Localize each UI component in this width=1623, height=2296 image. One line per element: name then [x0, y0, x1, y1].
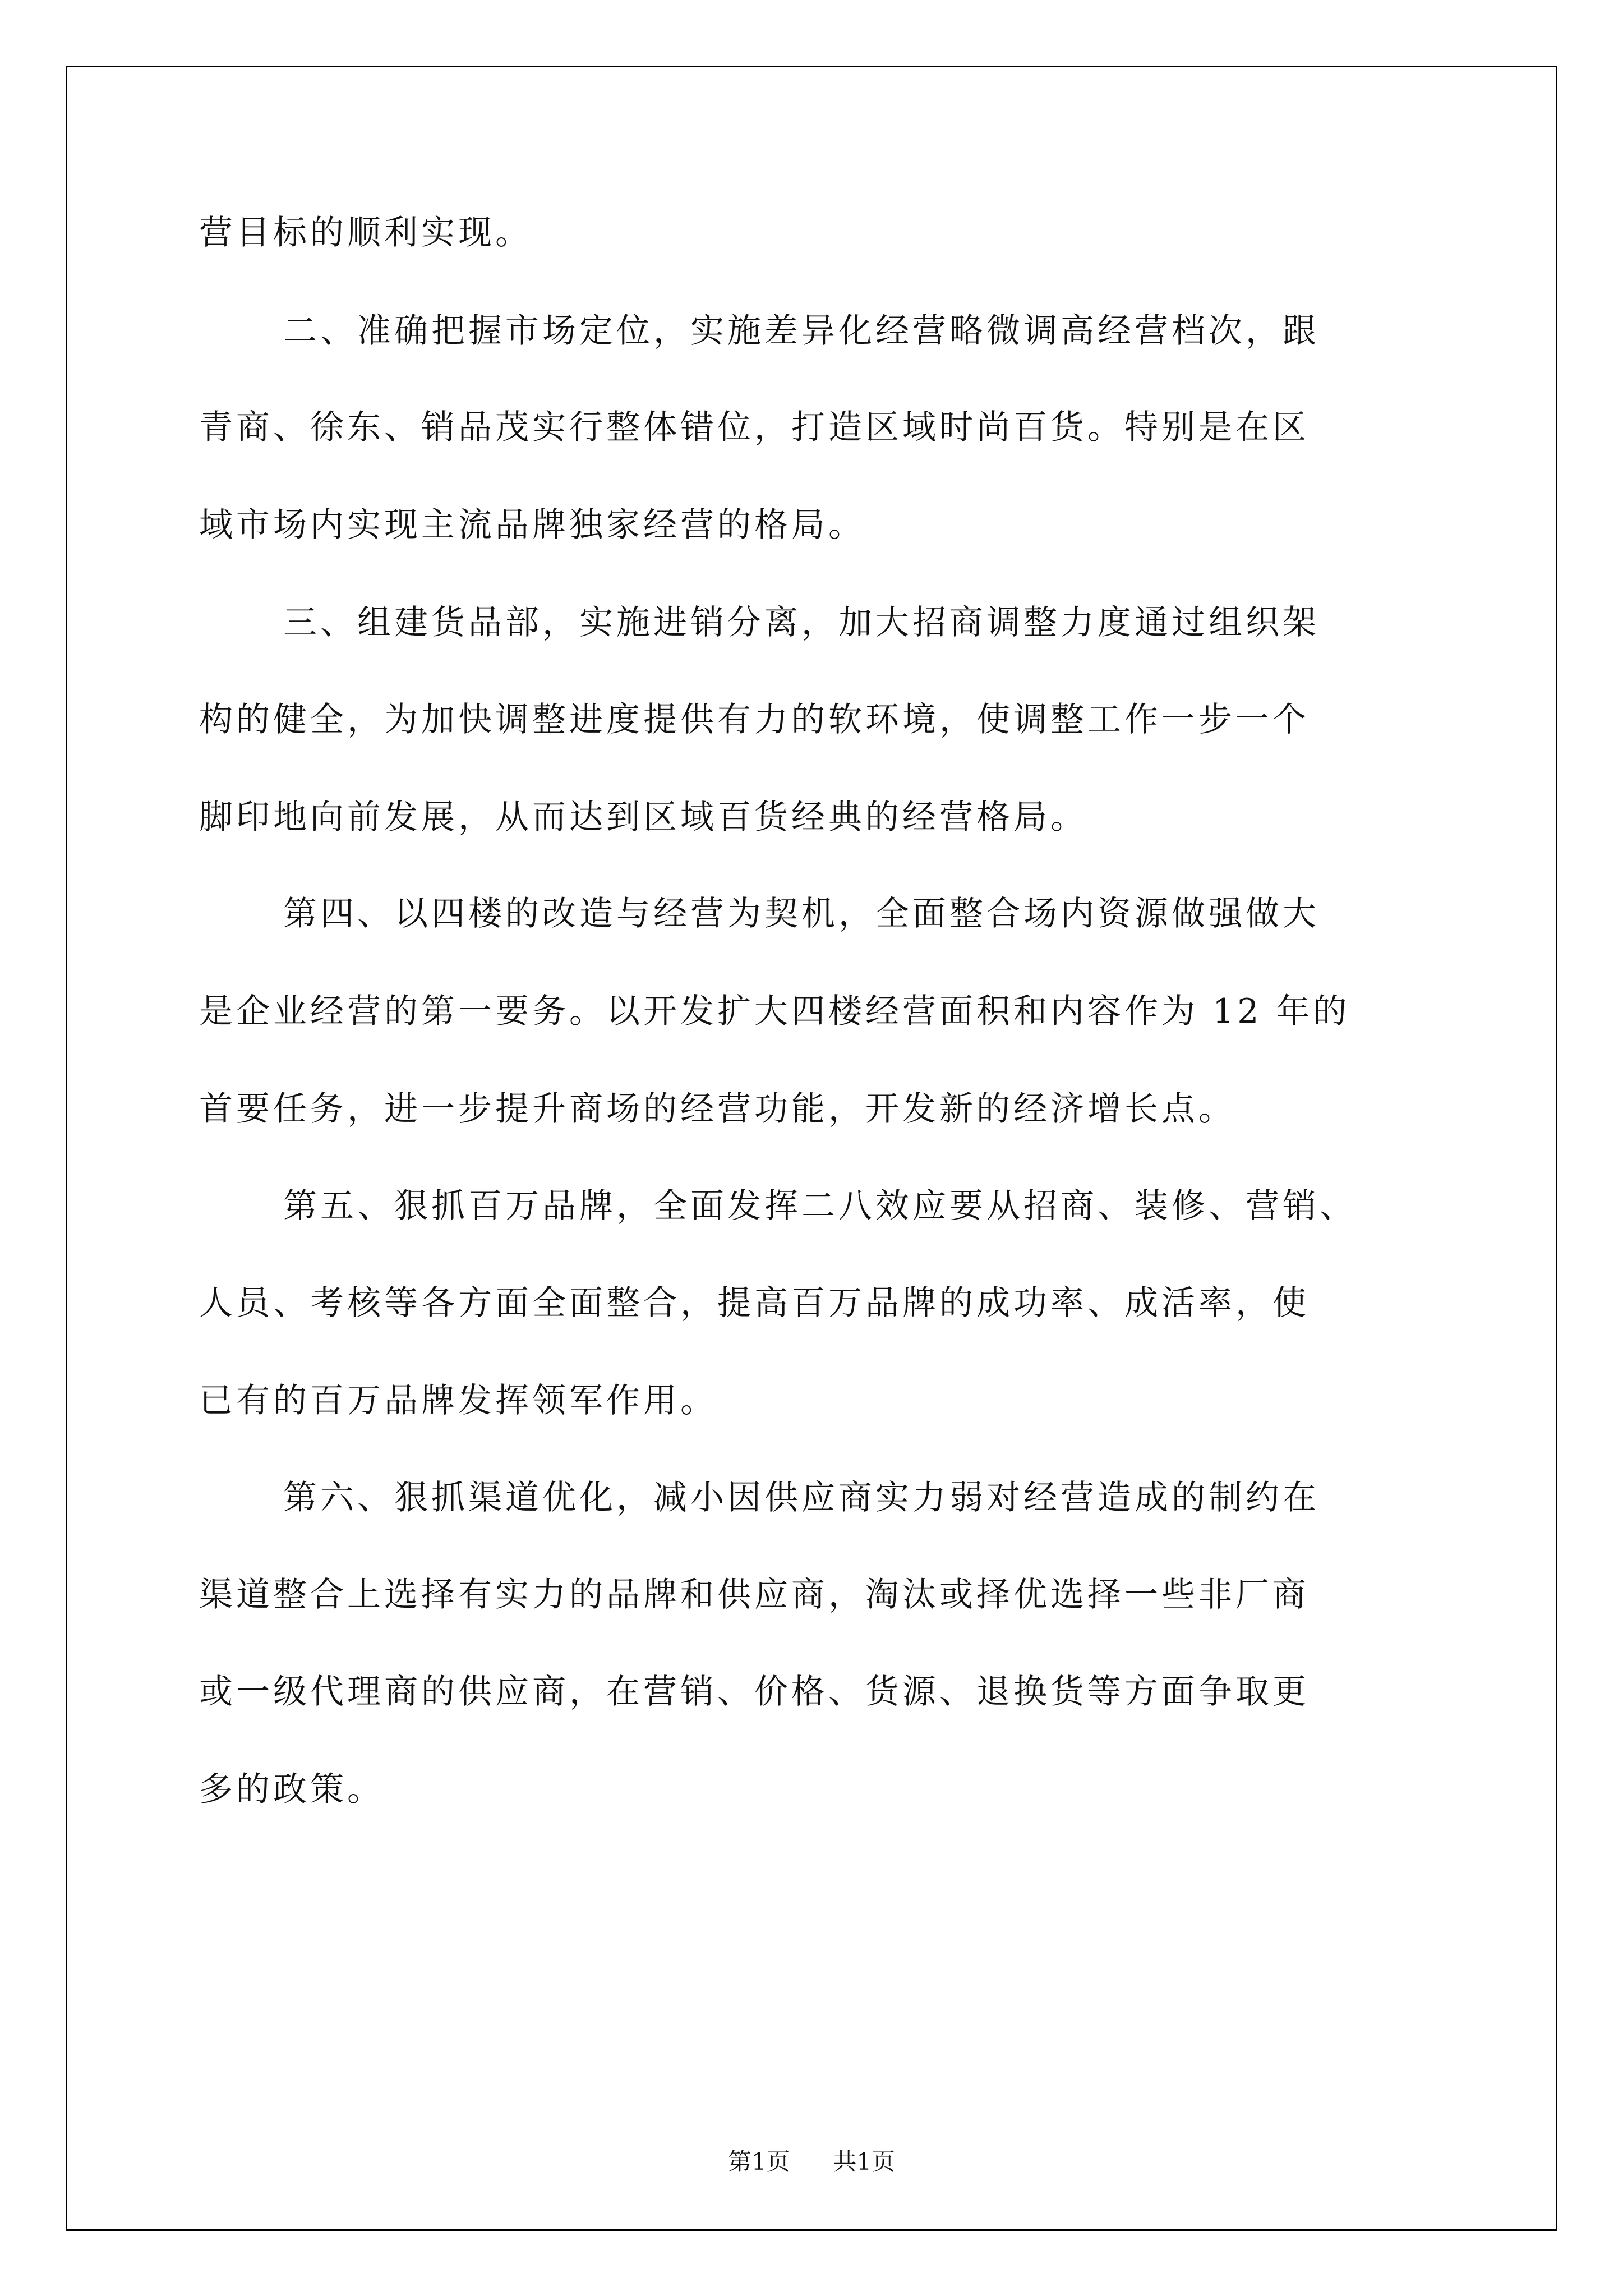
paragraph-4-line-3: 首要任务，进一步提升商场的经营功能，开发新的经济增长点。 — [199, 1089, 1235, 1129]
paragraph-6-line-4: 多的政策。 — [199, 1770, 384, 1809]
page-number: 第1页 — [727, 2148, 790, 2175]
page-border — [66, 66, 1557, 2231]
page-footer — [0, 2150, 1623, 2174]
paragraph-3-line-2: 构的健全，为加快调整进度提供有力的软环境，使调整工作一步一个 — [199, 700, 1310, 739]
paragraph-6-line-2: 渠道整合上选择有实力的品牌和供应商，淘汰或择优选择一些非厂商 — [199, 1575, 1310, 1614]
paragraph-3-line-1: 三、组建货品部，实施进销分离，加大招商调整力度通过组织架 — [283, 603, 1320, 642]
paragraph-1-line-1: 营目标的顺利实现。 — [199, 213, 532, 252]
paragraph-4-line-1: 第四、以四楼的改造与经营为契机，全面整合场内资源做强做大 — [283, 894, 1320, 933]
page-total: 共1页 — [833, 2148, 896, 2175]
paragraph-6-line-1: 第六、狠抓渠道优化，减小因供应商实力弱对经营造成的制约在 — [283, 1478, 1320, 1517]
paragraph-5-line-2: 人员、考核等各方面全面整合，提高百万品牌的成功率、成活率，使 — [199, 1283, 1310, 1323]
paragraph-5-line-1: 第五、狠抓百万品牌，全面发挥二八效应要从招商、装修、营销、 — [283, 1186, 1357, 1226]
paragraph-4-line-2: 是企业经营的第一要务。以开发扩大四楼经营面积和内容作为 12 年的 — [199, 992, 1350, 1031]
paragraph-3-line-3: 脚印地向前发展，从而达到区域百货经典的经营格局。 — [199, 798, 1087, 837]
paragraph-6-line-3: 或一级代理商的供应商，在营销、价格、货源、退换货等方面争取更 — [199, 1672, 1310, 1711]
paragraph-2-line-3: 域市场内实现主流品牌独家经营的格局。 — [199, 505, 865, 545]
paragraph-5-line-3: 已有的百万品牌发挥领军作用。 — [199, 1381, 717, 1420]
paragraph-2-line-1: 二、准确把握市场定位，实施差异化经营略微调高经营档次，跟 — [283, 311, 1320, 351]
paragraph-2-line-2: 青商、徐东、销品茂实行整体错位，打造区域时尚百货。特别是在区 — [199, 408, 1310, 447]
